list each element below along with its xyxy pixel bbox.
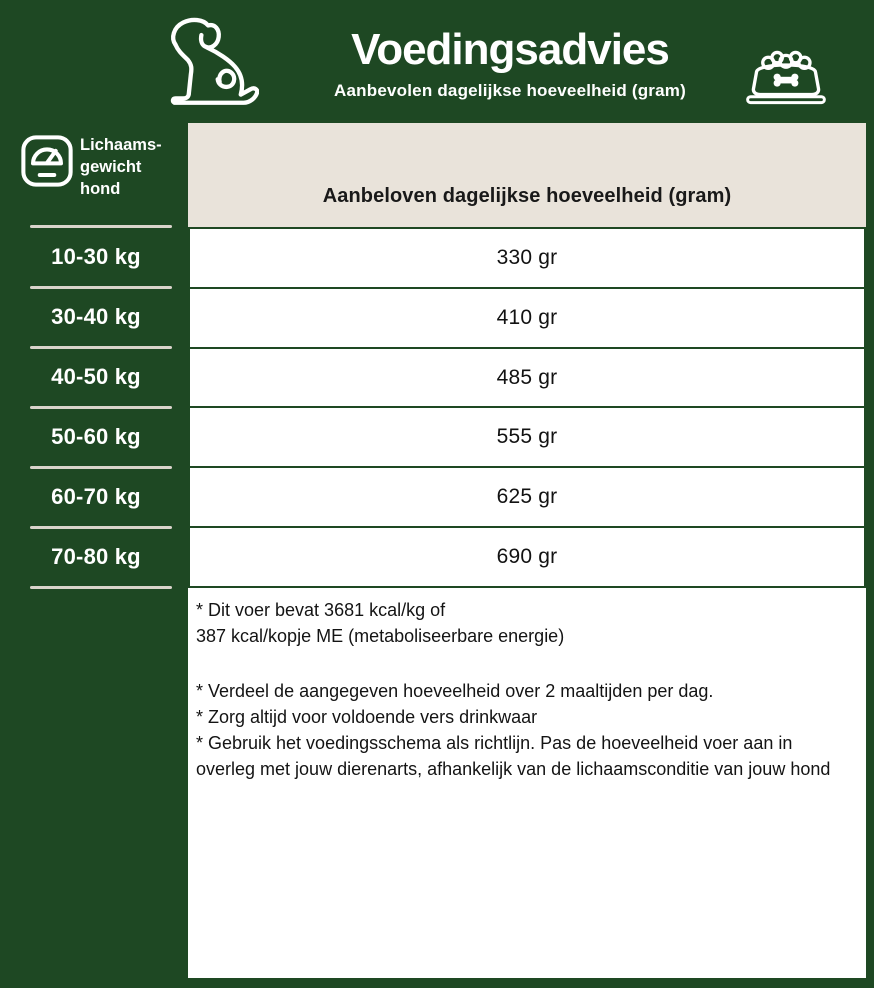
weight-range-label: 10-30 kg [51, 244, 141, 269]
weight-column-label-line: gewicht [80, 158, 142, 176]
weight-range-label: 40-50 kg [51, 364, 141, 389]
amount-cell: 485 gr [190, 349, 864, 409]
food-bowl-icon [740, 48, 832, 110]
amount-cell: 410 gr [190, 289, 864, 349]
page-subtitle: Aanbevolen dagelijkse hoeveelheid (gram) [334, 81, 686, 100]
table-header-band [188, 123, 866, 227]
note-energy-line: * Dit voer bevat 3681 kcal/kg of [196, 600, 446, 620]
note-tip: * Zorg altijd voor voldoende vers drinkwaar [196, 707, 538, 727]
bone-icon [774, 74, 799, 87]
note-tip: * Verdeel de aangegeven hoeveelheid over 2 maaltijden per dag. [196, 681, 714, 701]
amount-cell: 555 gr [190, 408, 864, 468]
amount-table [188, 227, 866, 588]
weight-column-label-line: hond [80, 180, 121, 198]
note-tip: * Gebruik het voedingsschema als richtlijn. Pas de hoeveelheid voer aan in overleg met jouw dierenarts, afhankelijk van de lichaamsconditie van jouw hond [196, 733, 831, 779]
weight-column-label-line: Lichaams- [80, 136, 162, 154]
notes-panel [188, 588, 866, 978]
weight-range-label: 70-80 kg [51, 544, 141, 569]
weight-column-divider [30, 586, 172, 589]
amount-cell: 625 gr [190, 468, 864, 528]
amount-cell: 330 gr [190, 229, 864, 289]
weight-column-label [80, 134, 162, 200]
weight-range-label: 30-40 kg [51, 304, 141, 329]
table-header-label: Aanbeloven dagelijkse hoeveelheid (gram) [322, 185, 732, 207]
page-title: Voedingsadvies [351, 25, 669, 74]
weight-range-label: 60-70 kg [51, 484, 141, 509]
note-tips [196, 678, 852, 782]
weight-scale-icon [20, 133, 74, 189]
amount-cell: 690 gr [496, 545, 558, 569]
header-title-block [190, 26, 830, 101]
weight-range-label: 50-60 kg [51, 424, 141, 449]
note-energy-line: 387 kcal/kopje ME (metaboliseerbare energie) [196, 626, 565, 646]
